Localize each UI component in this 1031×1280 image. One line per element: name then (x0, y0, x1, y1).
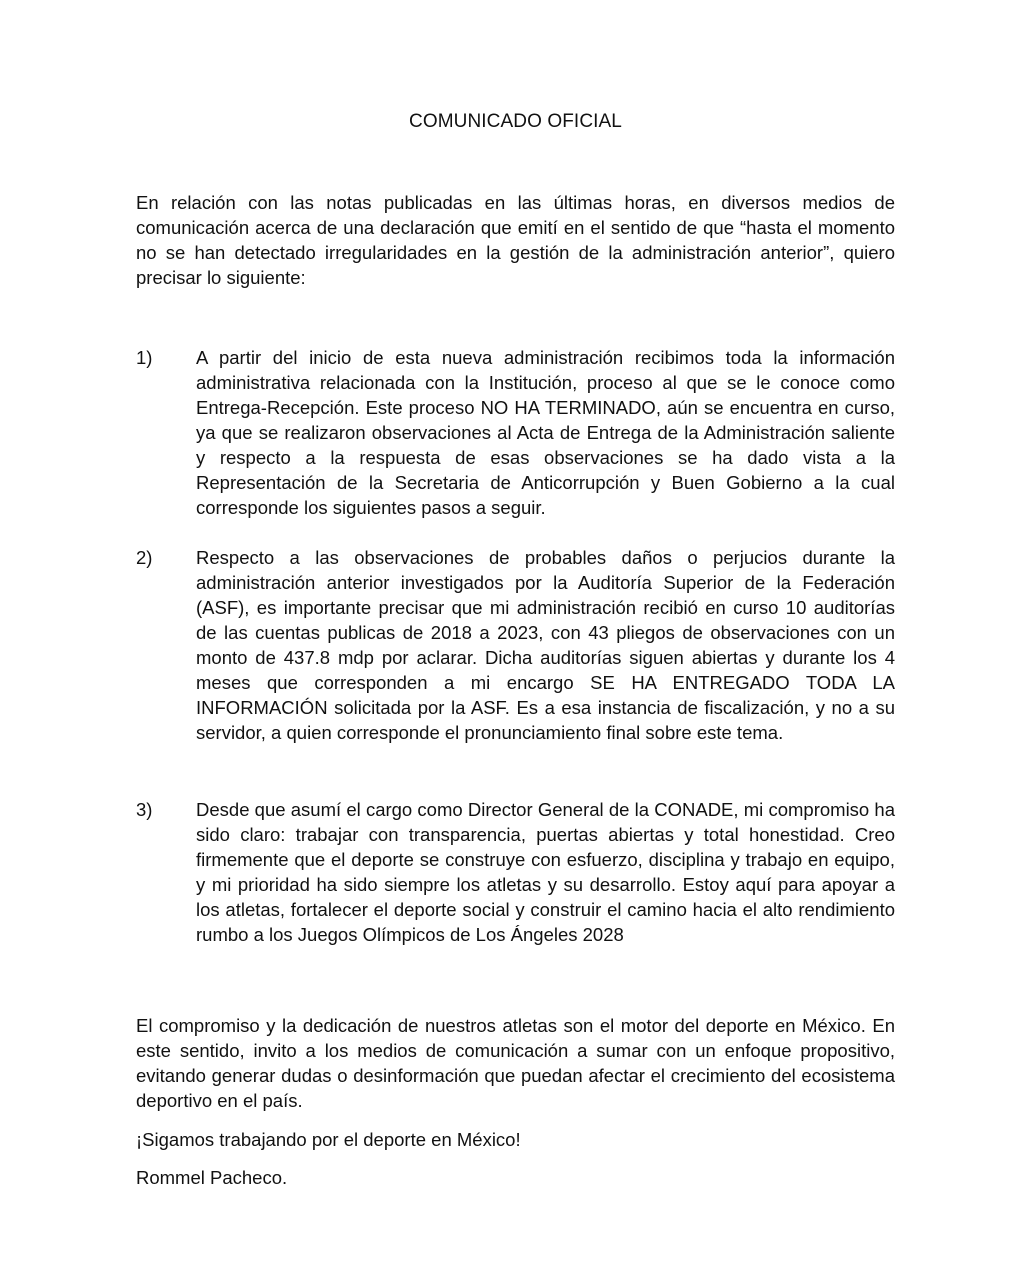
slogan-line: ¡Sigamos trabajando por el deporte en México! (136, 1129, 521, 1150)
list-item-text: Desde que asumí el cargo como Director General de la CONADE, mi compromiso ha sido claro: trabajar con transparencia, puertas abiertas y total honestidad. Creo firmemente que el deporte se construye con esfuerzo, disciplina y trabajo en equipo, y mi prioridad ha sido siempre los atletas y su desarrollo. Estoy aquí para apoyar a los atletas, fortalecer el deporte social y construir el camino hacia el alto rendimiento rumbo a los Juegos Olímpicos de Los Ángeles 2028 (196, 799, 895, 945)
list-item-text: A partir del inicio de esta nueva administración recibimos toda la información administrativa relacionada con la Institución, proceso al que se le conoce como Entrega-Recepción. Este proceso NO HA TERMINADO, aún se encuentra en curso, ya que se realizaron observaciones al Acta de Entrega de la Administración saliente y respecto a la respuesta de esas observaciones se ha dado vista a la Representación de la Secretaria de Anticorrupción y Buen Gobierno a la cual corresponde los siguientes pasos a seguir. (196, 347, 895, 518)
document-title: COMUNICADO OFICIAL (409, 111, 622, 132)
list-item-number: 2) (136, 547, 153, 568)
signature: Rommel Pacheco. (136, 1167, 288, 1188)
list-item-text: Respecto a las observaciones de probables daños o perjucios durante la administración anterior investigados por la Auditoría Superior de la Federación (ASF), es importante precisar que mi administración recibió en curso 10 auditorías de las cuentas publicas de 2018 a 2023, con 43 pliegos de observaciones con un monto de 437.8 mdp por aclarar. Dicha auditorías siguen abiertas y durante los 4 meses que corresponden a mi encargo SE HA ENTREGADO TODA LA INFORMACIÓN solicitada por la ASF. Es a esa instancia de fiscalización, y no a su servidor, a quien corresponde el pronunciamiento final sobre este tema. (196, 547, 895, 743)
closing-paragraph: El compromiso y la dedicación de nuestros atletas son el motor del deporte en México. En este sentido, invito a los medios de comunicación a sumar con un enfoque propositivo, evitando generar dudas o desinformación que puedan afectar el crecimiento del ecosistema deportivo en el país. (136, 1015, 895, 1111)
intro-paragraph: En relación con las notas publicadas en las últimas horas, en diversos medios de comunicación acerca de una declaración que emití en el sentido de que “hasta el momento no se han detectado irregularidades en la gestión de la administración anterior”, quiero precisar lo siguiente: (136, 192, 895, 288)
list-item-number: 1) (136, 347, 153, 368)
list-item-number: 3) (136, 799, 153, 820)
